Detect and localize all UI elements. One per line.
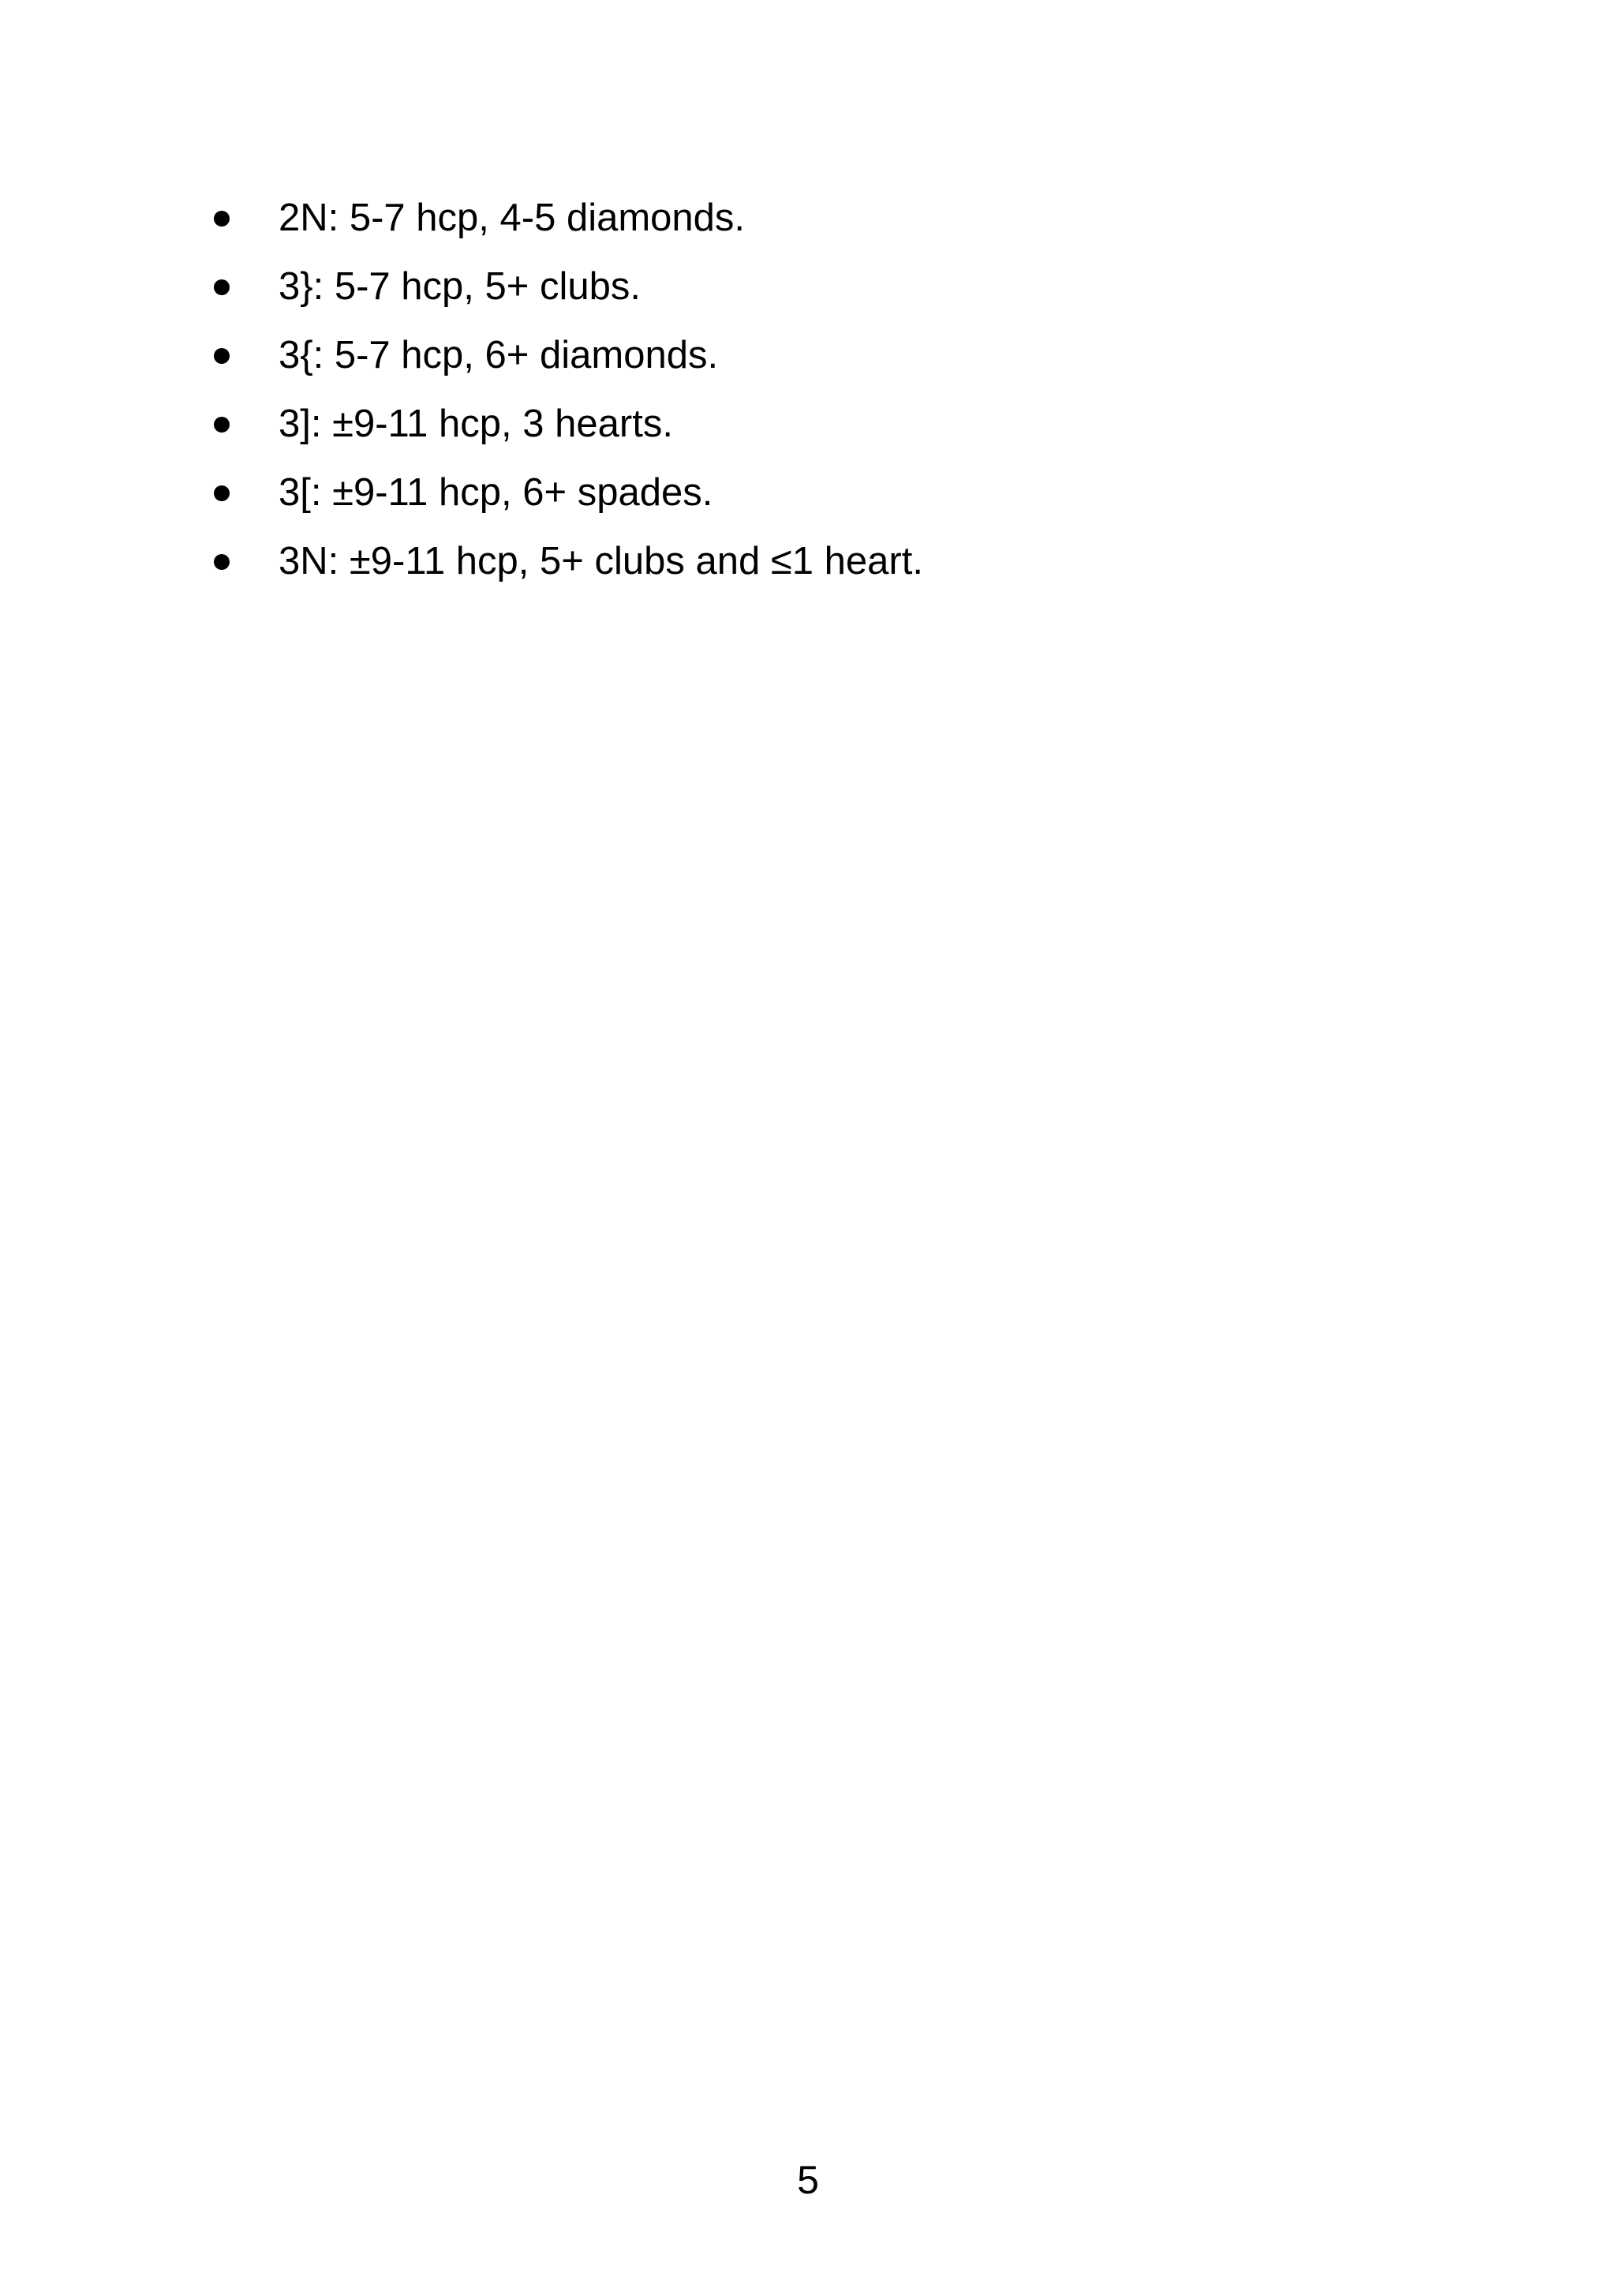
list-item-text: 3N: ±9-11 hcp, 5+ clubs and ≤1 heart. — [279, 540, 923, 582]
list-item-text: 3[: ±9-11 hcp, 6+ spades. — [279, 471, 713, 514]
bullet-icon — [214, 279, 230, 295]
bullet-icon — [214, 348, 230, 364]
bullet-icon — [214, 417, 230, 433]
bullet-icon — [214, 211, 230, 227]
bullet-icon — [214, 554, 230, 570]
bullet-icon — [214, 485, 230, 501]
list-item-text: 2N: 5-7 hcp, 4-5 diamonds. — [279, 197, 746, 239]
list-item-text: 3}: 5-7 hcp, 5+ clubs. — [279, 265, 641, 308]
list-item-text: 3]: ±9-11 hcp, 3 hearts. — [279, 403, 673, 445]
page-number: 5 — [797, 2158, 819, 2202]
list-item-text: 3{: 5-7 hcp, 6+ diamonds. — [279, 334, 719, 376]
